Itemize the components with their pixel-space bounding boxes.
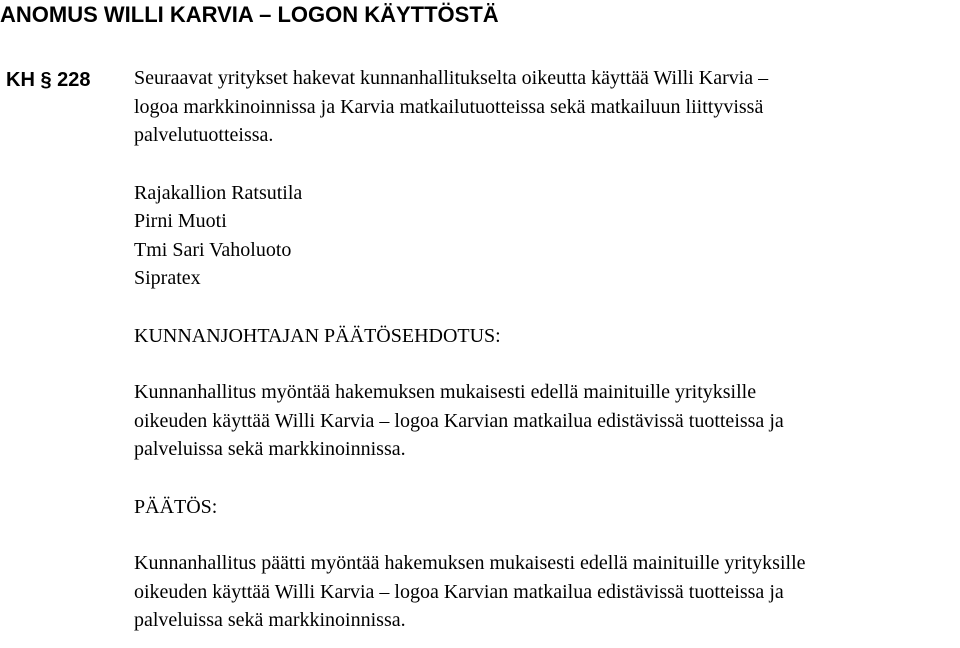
proposal-line: Kunnanhallitus myöntää hakemuksen mukaisesti edellä mainituille yrityksille	[134, 381, 757, 403]
proposal-heading-text: KUNNANJOHTAJAN PÄÄTÖSEHDOTUS:	[134, 324, 501, 347]
company-item: Pirni Muoti	[134, 210, 227, 232]
decision-paragraph	[134, 549, 960, 635]
company-list	[134, 179, 960, 293]
decision-line: oikeuden käyttää Willi Karvia – logoa Karvian matkailua edistävissä tuotteissa ja	[134, 580, 784, 603]
intro-line: Seuraavat yritykset hakevat kunnanhallitukselta oikeutta käyttää Willi Karvia –	[134, 67, 769, 89]
proposal-paragraph	[134, 378, 960, 464]
decision-heading-text: PÄÄTÖS:	[134, 495, 218, 518]
company-item: Tmi Sari Vaholuoto	[134, 238, 292, 261]
company-item: Sipratex	[134, 267, 201, 289]
intro-line: logoa markkinoinnissa ja Karvia matkailutuotteissa sekä matkailuun liittyvissä	[134, 95, 764, 118]
decision-line: Kunnanhallitus päätti myöntää hakemuksen mukaisesti edellä mainituille yrityksille	[134, 552, 806, 574]
company-item: Rajakallion Ratsutila	[134, 181, 303, 204]
intro-line: palvelutuotteissa.	[134, 124, 274, 146]
proposal-heading	[134, 322, 960, 351]
proposal-line: palveluissa sekä markkinoinnissa.	[134, 438, 406, 460]
proposal-line: oikeuden käyttää Willi Karvia – logoa Karvian matkailua edistävissä tuotteissa ja	[134, 409, 784, 432]
document-title: ANOMUS WILLI KARVIA – LOGON KÄYTTÖSTÄ	[0, 2, 499, 27]
intro-paragraph	[134, 64, 960, 150]
decision-heading	[134, 493, 960, 522]
document-body	[134, 64, 960, 635]
section-label: KH § 228	[6, 69, 91, 91]
decision-line: palveluissa sekä markkinoinnissa.	[134, 609, 406, 631]
